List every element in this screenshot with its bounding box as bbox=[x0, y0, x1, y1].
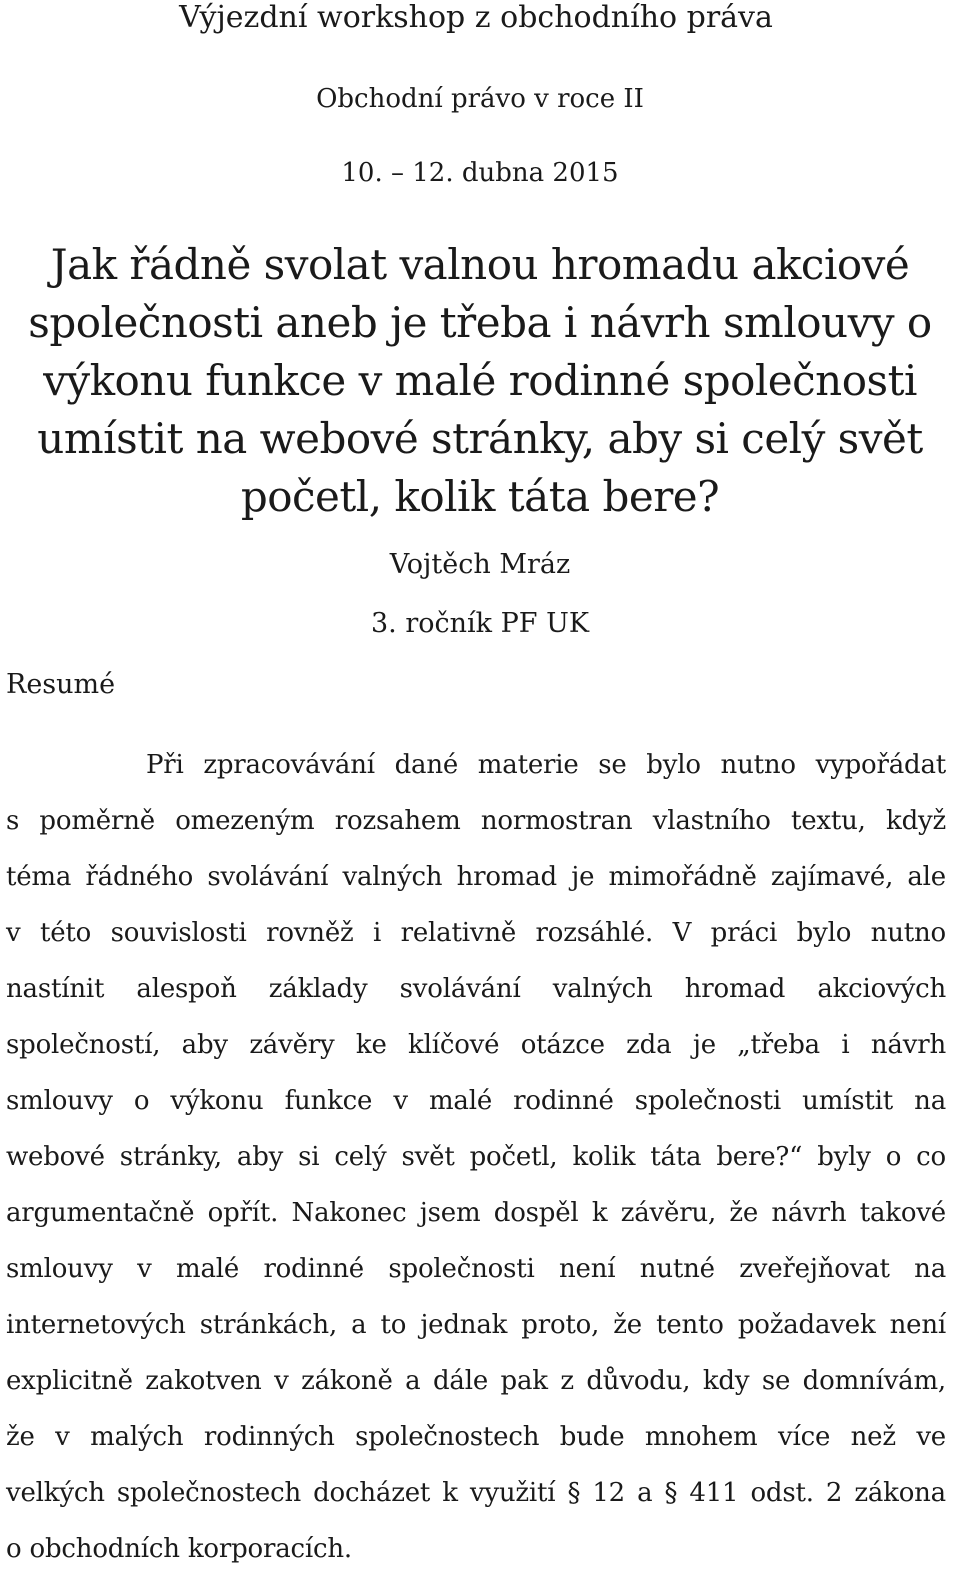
abstract-line: explicitně zakotven v zákoně a dále pak z důvodu, kdy se domnívám, bbox=[6, 1366, 946, 1396]
abstract-line: argumentačně opřít. Nakonec jsem dospěl k závěru, že návrh takové bbox=[6, 1198, 946, 1228]
abstract-line: s poměrně omezeným rozsahem normostran vlastního textu, když bbox=[6, 806, 946, 836]
abstract-line: téma řádného svolávání valných hromad je mimořádně zajímavé, ale bbox=[6, 862, 946, 892]
abstract-line: společností, aby závěry ke klíčové otázce zda je „třeba i návrh bbox=[6, 1030, 946, 1060]
abstract-line: webové stránky, aby si celý svět početl, kolik táta bere?“ byly o co bbox=[6, 1142, 946, 1172]
abstract-line: smlouvy o výkonu funkce v malé rodinné společnosti umístit na bbox=[6, 1086, 946, 1116]
abstract-line: v této souvislosti rovněž i relativně rozsáhlé. V práci bylo nutno bbox=[6, 918, 946, 948]
conference-subtitle: Obchodní právo v roce II bbox=[316, 84, 644, 114]
resume-heading: Resumé bbox=[6, 669, 116, 700]
title-line: Jak řádně svolat valnou hromadu akciové bbox=[50, 240, 910, 289]
conference-date: 10. – 12. dubna 2015 bbox=[341, 158, 619, 188]
author-name: Vojtěch Mráz bbox=[389, 549, 571, 580]
abstract-line: internetových stránkách, a to jednak proto, že tento požadavek není bbox=[6, 1310, 946, 1340]
paper-title bbox=[0, 236, 960, 526]
abstract-line: smlouvy v malé rodinné společnosti není nutné zveřejňovat na bbox=[6, 1254, 946, 1284]
abstract-line: Při zpracovávání dané materie se bylo nutno vypořádat bbox=[146, 750, 946, 780]
title-line: společnosti aneb je třeba i návrh smlouvy o bbox=[28, 298, 932, 347]
abstract-line: nastínit alespoň základy svolávání valných hromad akciových bbox=[6, 974, 946, 1004]
abstract-body bbox=[6, 745, 946, 1585]
abstract-line: že v malých rodinných společnostech bude mnohem více než ve bbox=[6, 1422, 946, 1452]
abstract-line: velkých společnostech docházet k využití § 12 a § 411 odst. 2 zákona bbox=[6, 1478, 946, 1508]
title-line: výkonu funkce v malé rodinné společnosti bbox=[43, 356, 917, 405]
workshop-title: Výjezdní workshop z obchodního práva bbox=[179, 0, 773, 35]
author-affiliation: 3. ročník PF UK bbox=[370, 608, 589, 639]
abstract-line: o obchodních korporacích. bbox=[6, 1534, 352, 1564]
title-line: početl, kolik táta bere? bbox=[240, 472, 720, 521]
title-line: umístit na webové stránky, aby si celý svět bbox=[37, 414, 923, 463]
